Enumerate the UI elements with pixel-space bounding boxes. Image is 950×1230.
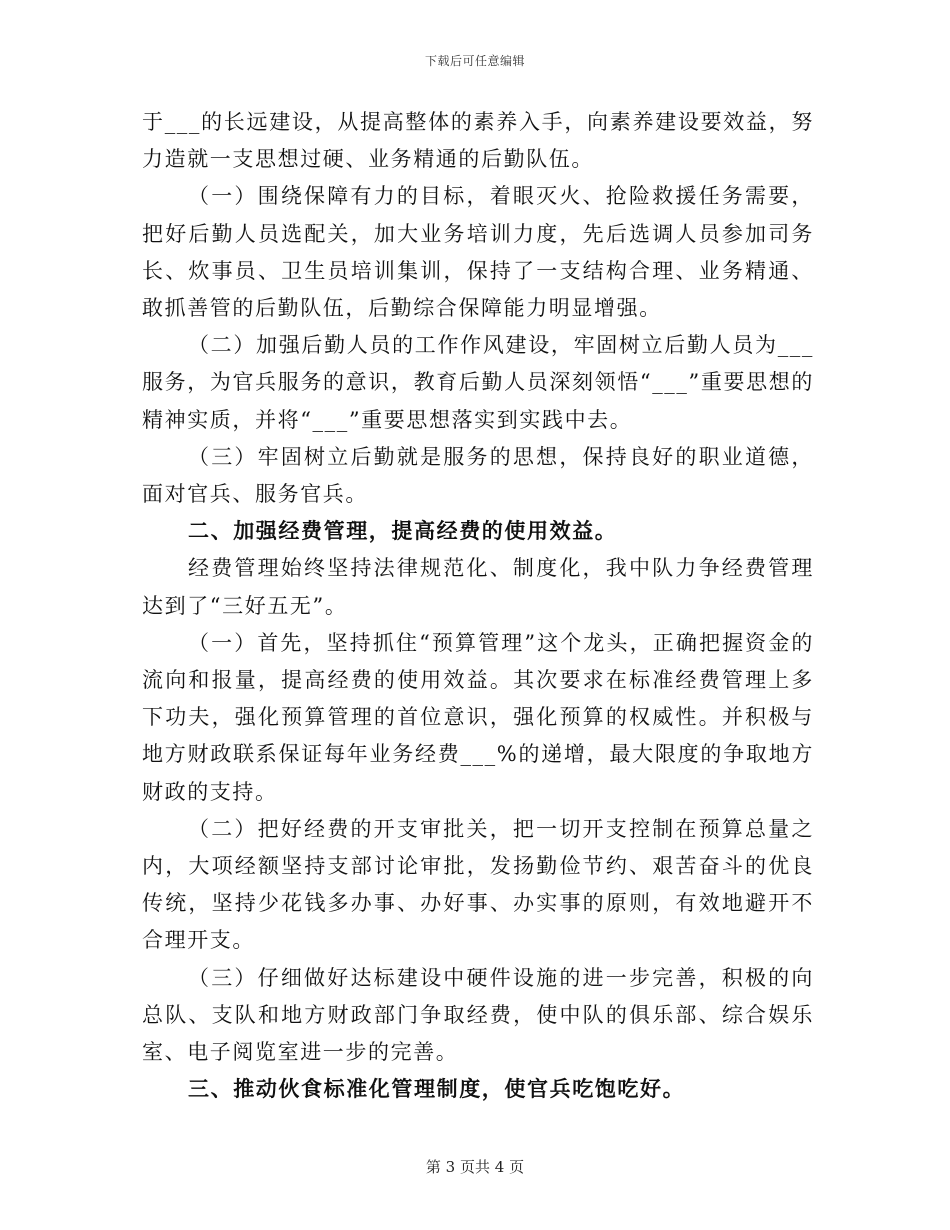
- page-header: 下载后可任意编辑: [424, 54, 525, 68]
- section-heading: 三、推动伙食标准化管理制度，使官兵吃饱吃好。: [188, 1077, 686, 1102]
- paragraph: 于___的长远建设，从提高整体的素养入手，向素养建设要效益，努力造就一支思想过硬、业务精通的后勤队伍。: [142, 110, 814, 172]
- paragraph: （二）把好经费的开支审批关，把一切开支控制在预算总量之内，大项经额坚持支部讨论审批，发扬勤俭节约、艰苦奋斗的优良传统，坚持少花钱多办事、办好事、办实事的原则，有效地避开不合理开支。: [142, 816, 814, 953]
- paragraph: （三）仔细做好达标建设中硬件设施的进一步完善，积极的向总队、支队和地方财政部门争取经费，使中队的俱乐部、综合娱乐室、电子阅览室进一步的完善。: [142, 965, 814, 1065]
- paragraph: 经费管理始终坚持法律规范化、制度化，我中队力争经费管理达到了“三好五无”。: [142, 556, 814, 618]
- paragraph: （一）首先，坚持抓住“预算管理”这个龙头，正确把握资金的流向和报量，提高经费的使用效益。其次要求在标准经费管理上多下功夫，强化预算管理的首位意识，强化预算的权威性。并积极与地方财政联系保证每年业务经费___%的递增，最大限度的争取地方财政的支持。: [142, 630, 814, 804]
- document-body: [142, 104, 814, 1108]
- section-heading: 二、加强经费管理，提高经费的使用效益。: [188, 519, 618, 544]
- paragraph: （二）加强后勤人员的工作作风建设，牢固树立后勤人员为___服务，为官兵服务的意识，教育后勤人员深刻领悟“___”重要思想的精神实质，并将“___”重要思想落实到实践中去。: [142, 333, 814, 432]
- page-footer: 第 3 页共 4 页: [425, 1158, 525, 1176]
- paragraph: （三）牢固树立后勤就是服务的思想，保持良好的职业道德，面对官兵、服务官兵。: [142, 444, 814, 507]
- paragraph: （一）围绕保障有力的目标，着眼灭火、抢险救援任务需要，把好后勤人员选配关，加大业务培训力度，先后选调人员参加司务长、炊事员、卫生员培训集训，保持了一支结构合理、业务精通、敢抓善管的后勤队伍，后勤综合保障能力明显增强。: [142, 184, 814, 321]
